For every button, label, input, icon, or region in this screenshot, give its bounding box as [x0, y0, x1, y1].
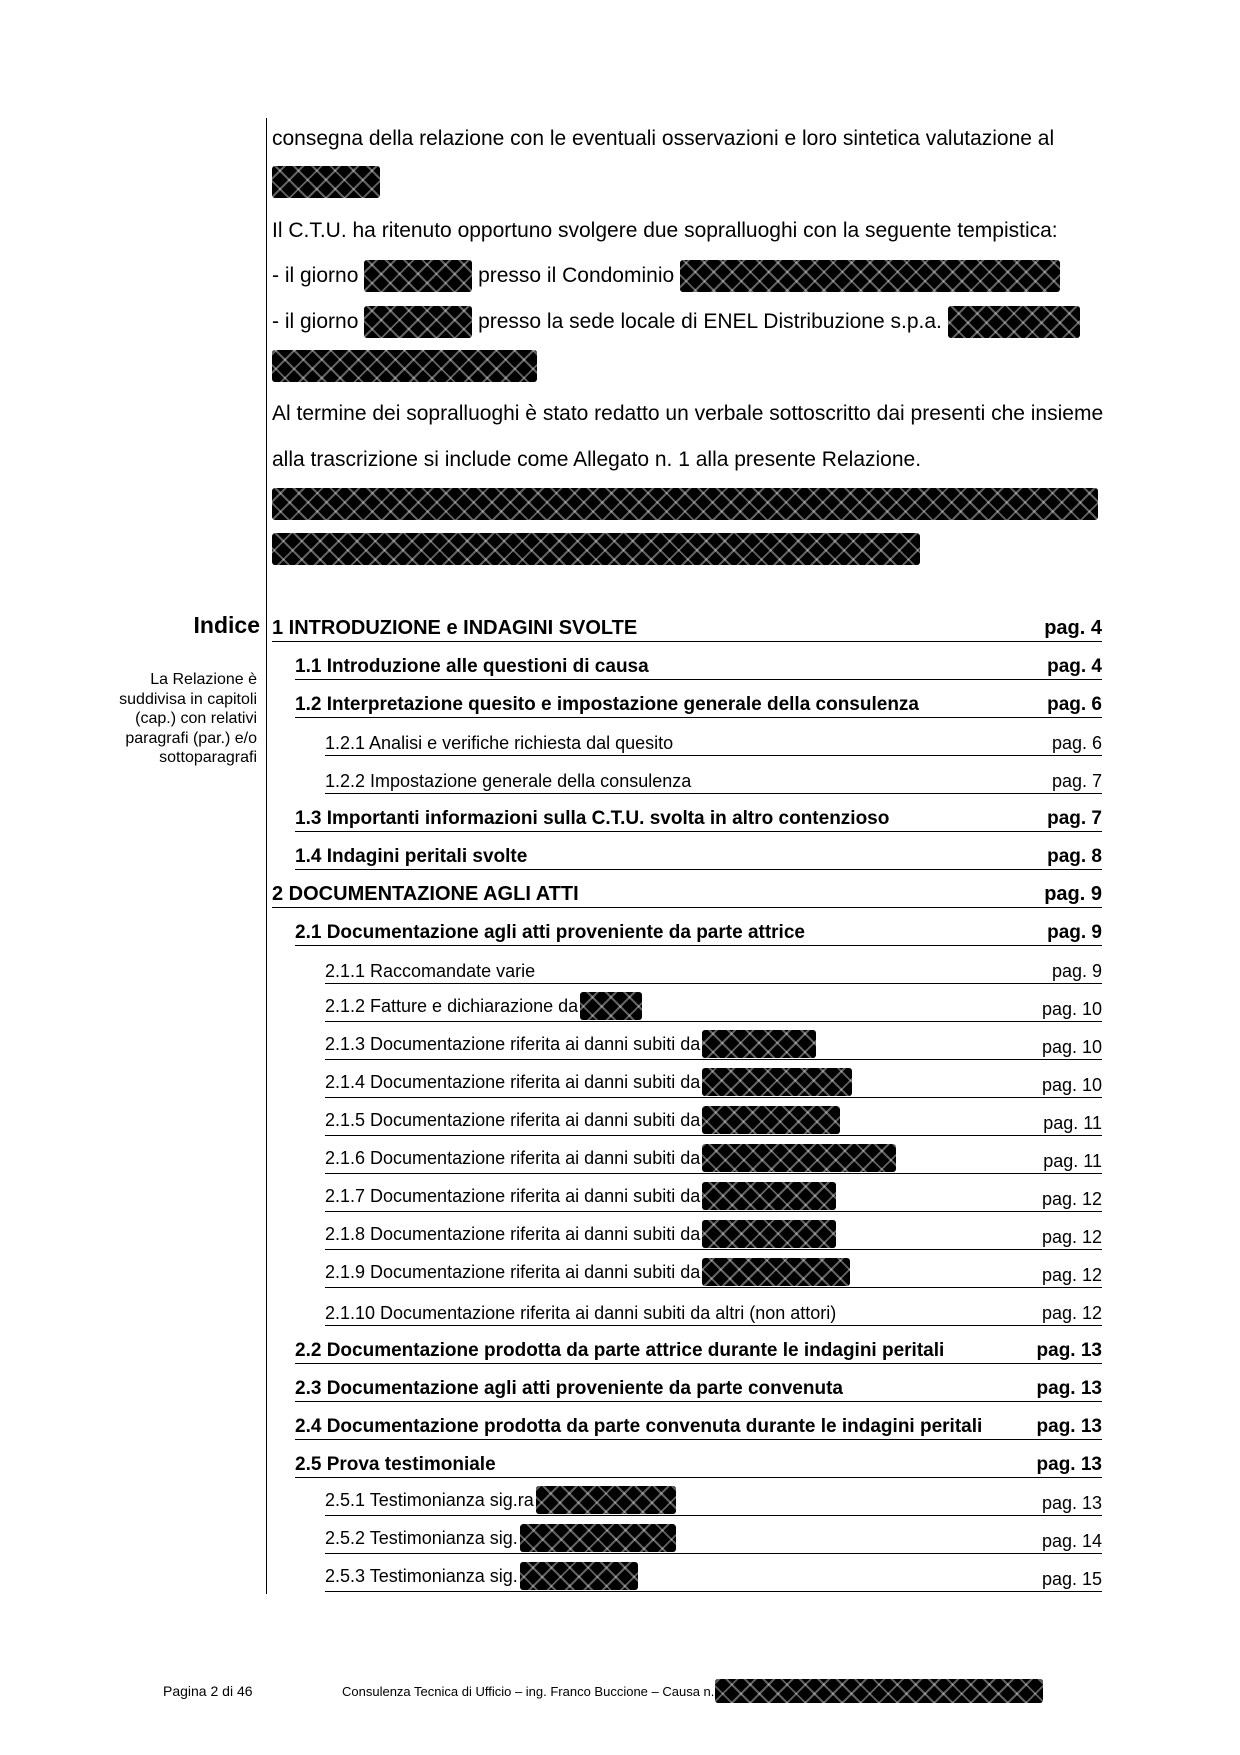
footer-page-number: Pagina 2 di 46 — [163, 1683, 253, 1699]
body-line-3: Il C.T.U. ha ritenuto opportuno svolgere due sopralluoghi con la seguente tempistica: — [272, 219, 1058, 242]
body-line-6 — [272, 350, 1098, 382]
toc-entry[interactable]: 1.2.2 Impostazione generale della consulenza pag. 7 — [325, 764, 1102, 794]
aside-note: La Relazione è suddivisa in capitoli (cap.) con relativi paragrafi (par.) e/o sottoparagrafi — [119, 671, 257, 766]
redacted-block — [948, 306, 1080, 338]
toc-entry[interactable]: 2.5.1 Testimonianza sig.ra pag. 13 — [325, 1486, 1102, 1516]
toc-entry[interactable]: 2.1.3 Documentazione riferita ai danni subiti da pag. 10 — [325, 1030, 1102, 1060]
toc-entry[interactable]: 2.1.1 Raccomandate varie pag. 9 — [325, 954, 1102, 984]
redacted-block — [272, 350, 537, 382]
toc-entry[interactable]: 2 DOCUMENTAZIONE AGLI ATTI pag. 9 — [272, 878, 1102, 908]
toc-entry[interactable]: 1.4 Indagini peritali svolte pag. 8 — [295, 840, 1102, 870]
toc-entry[interactable]: 2.1.9 Documentazione riferita ai danni subiti da pag. 12 — [325, 1258, 1102, 1288]
toc-entry[interactable]: 2.5.3 Testimonianza sig. pag. 15 — [325, 1562, 1102, 1592]
toc-entry[interactable]: 1.2 Interpretazione quesito e impostazione generale della consulenza pag. 6 — [295, 688, 1102, 718]
toc-entry[interactable]: 1.2.1 Analisi e verifiche richiesta dal quesito pag. 6 — [325, 726, 1102, 756]
body-line-1: consegna della relazione con le eventuali osservazioni e loro sintetica valutazione al — [272, 127, 1055, 150]
redacted-block — [536, 1486, 676, 1514]
redacted-block — [702, 1220, 836, 1248]
body-line-7: Al termine dei sopralluoghi è stato redatto un verbale sottoscritto dai presenti che insieme — [272, 402, 1104, 425]
toc-entry[interactable]: 2.1.4 Documentazione riferita ai danni subiti da pag. 10 — [325, 1068, 1102, 1098]
footer-text: Consulenza Tecnica di Ufficio – ing. Franco Buccione – Causa n. — [342, 1679, 1043, 1703]
redacted-block — [364, 306, 472, 338]
redacted-block — [520, 1562, 638, 1590]
body-line-5: - il giorno presso la sede locale di ENEL Distribuzione s.p.a. — [272, 306, 1098, 338]
redacted-block — [702, 1182, 836, 1210]
toc-entry[interactable]: 2.1.10 Documentazione riferita ai danni subiti da altri (non attori) pag. 12 — [325, 1296, 1102, 1326]
margin-rule — [266, 118, 267, 1594]
toc-entry[interactable]: 2.2 Documentazione prodotta da parte attrice durante le indagini peritali pag. 13 — [295, 1334, 1102, 1364]
redacted-block — [364, 260, 472, 292]
aside-title: Indice — [193, 612, 260, 638]
redacted-block — [702, 1030, 816, 1058]
toc-entry[interactable]: 2.1.8 Documentazione riferita ai danni subiti da pag. 12 — [325, 1220, 1102, 1250]
toc-entry[interactable]: 2.5.2 Testimonianza sig. pag. 14 — [325, 1524, 1102, 1554]
toc-entry[interactable]: 2.5 Prova testimoniale pag. 13 — [295, 1448, 1102, 1478]
toc-entry[interactable]: 1.3 Importanti informazioni sulla C.T.U. svolta in altro contenzioso pag. 7 — [295, 802, 1102, 832]
body-line-8: alla trascrizione si include come Allegato n. 1 alla presente Relazione. — [272, 448, 922, 471]
redacted-block — [680, 260, 1060, 292]
toc-entry[interactable]: 1.1 Introduzione alle questioni di causa pag. 4 — [295, 650, 1102, 680]
redacted-block — [702, 1258, 850, 1286]
toc-entry[interactable]: 2.1.5 Documentazione riferita ai danni subiti da pag. 11 — [325, 1106, 1102, 1136]
redacted-block — [702, 1144, 896, 1172]
body-line-10 — [272, 533, 1098, 565]
redacted-block — [702, 1106, 840, 1134]
body-line-4: - il giorno presso il Condominio — [272, 260, 1098, 292]
redacted-block — [520, 1524, 676, 1552]
redacted-block — [702, 1068, 852, 1096]
toc-entry[interactable]: 1 INTRODUZIONE e INDAGINI SVOLTE pag. 4 — [272, 612, 1102, 642]
body-line-9 — [272, 488, 1098, 520]
redacted-block — [272, 533, 920, 565]
redacted-block — [715, 1679, 1043, 1703]
redacted-block — [272, 166, 380, 198]
body-line-2 — [272, 166, 1098, 198]
toc-entry[interactable]: 2.1.2 Fatture e dichiarazione da pag. 10 — [325, 992, 1102, 1022]
redacted-block — [272, 488, 1098, 520]
toc-entry[interactable]: 2.1 Documentazione agli atti proveniente da parte attrice pag. 9 — [295, 916, 1102, 946]
toc-entry[interactable]: 2.1.7 Documentazione riferita ai danni subiti da pag. 12 — [325, 1182, 1102, 1212]
toc-entry[interactable]: 2.1.6 Documentazione riferita ai danni subiti da pag. 11 — [325, 1144, 1102, 1174]
redacted-block — [580, 992, 642, 1020]
toc-entry[interactable]: 2.4 Documentazione prodotta da parte convenuta durante le indagini peritali pag. 13 — [295, 1410, 1102, 1440]
toc-entry[interactable]: 2.3 Documentazione agli atti proveniente da parte convenuta pag. 13 — [295, 1372, 1102, 1402]
